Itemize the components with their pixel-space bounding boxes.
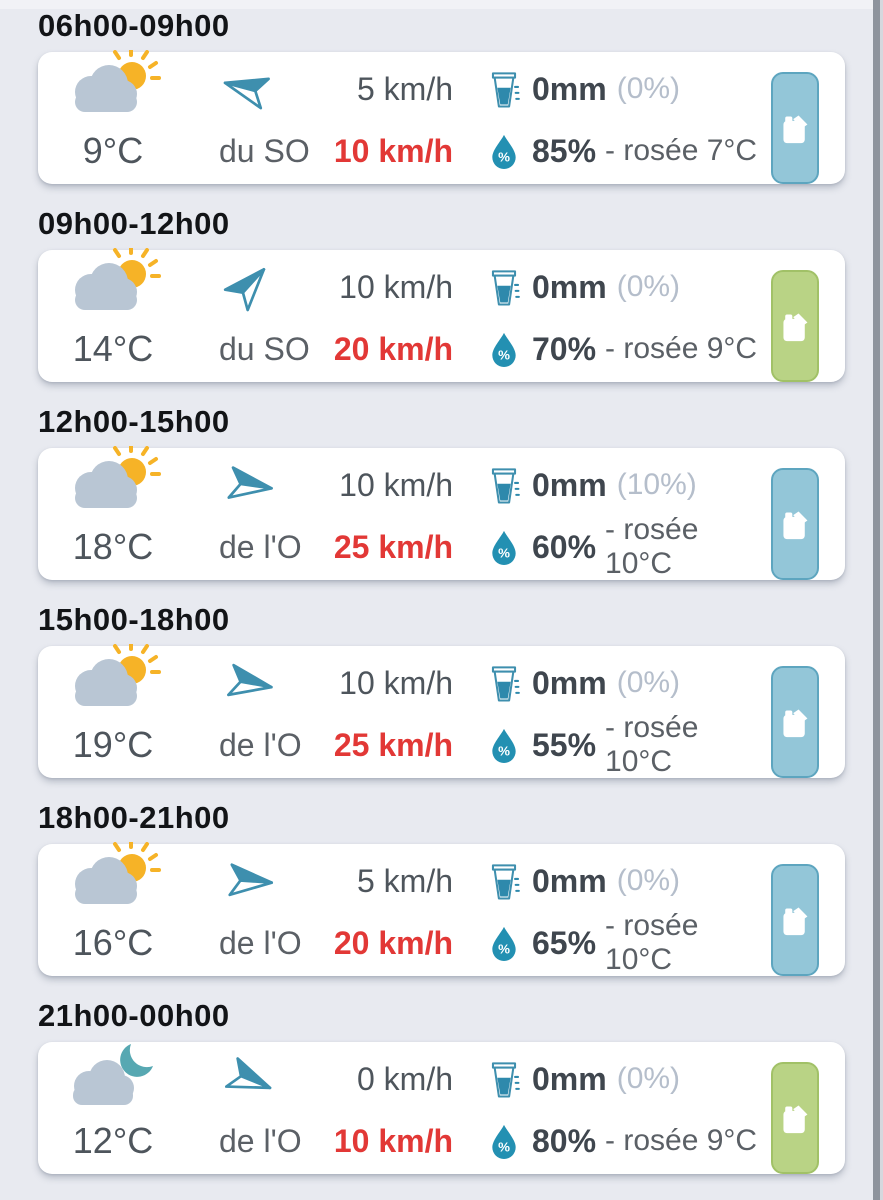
dew-point-label: - rosée 9°C xyxy=(605,1124,758,1157)
jerrycan-icon xyxy=(779,1100,811,1136)
watering-button-column xyxy=(771,646,819,778)
temperature-value: 18°C xyxy=(72,526,154,567)
precipitation-column xyxy=(478,52,771,184)
wind-gust-value: 10 km/h xyxy=(333,132,453,169)
rain-amount: 0mm xyxy=(532,862,607,899)
svg-text:%: % xyxy=(498,941,510,956)
wind-direction-arrow-icon xyxy=(218,455,279,516)
wind-direction-label: de l'O xyxy=(219,1122,302,1159)
humidity-value: 60% xyxy=(532,528,597,565)
precipitation-column xyxy=(478,250,771,382)
jerrycan-icon xyxy=(779,110,811,146)
watering-button-column xyxy=(771,52,819,184)
humidity-drop-icon xyxy=(489,529,519,566)
wind-direction-label: du SO xyxy=(219,132,310,169)
watering-button-column xyxy=(771,1042,819,1174)
humidity-value: 80% xyxy=(532,1122,597,1159)
rain-probability: (0%) xyxy=(616,864,681,897)
svg-text:%: % xyxy=(498,149,510,164)
forecast-section xyxy=(38,996,845,1174)
forecast-section xyxy=(38,798,845,976)
wind-direction-label: du SO xyxy=(219,330,310,367)
wind-column xyxy=(188,52,478,184)
rain-probability: (10%) xyxy=(616,468,697,501)
rain-amount: 0mm xyxy=(532,268,607,305)
rain-amount: 0mm xyxy=(532,466,607,503)
forecast-section xyxy=(38,600,845,778)
forecast-card[interactable] xyxy=(38,52,845,184)
svg-text:%: % xyxy=(498,743,510,758)
wind-gust-value: 25 km/h xyxy=(333,528,453,565)
time-range-header: 18h00-21h00 xyxy=(38,800,230,835)
temperature-column xyxy=(38,646,188,778)
wind-direction-label: de l'O xyxy=(219,528,302,565)
wind-speed: 5 km/h xyxy=(356,862,453,899)
wind-column xyxy=(188,1042,478,1174)
svg-text:%: % xyxy=(498,545,510,560)
dew-point-label: - rosée 7°C xyxy=(605,134,758,167)
wind-gust-value: 25 km/h xyxy=(333,726,453,763)
time-range-header: 21h00-00h00 xyxy=(38,998,230,1033)
temperature-value: 9°C xyxy=(82,130,144,171)
humidity-drop-icon xyxy=(489,1123,519,1160)
wind-direction-arrow-icon xyxy=(210,249,286,325)
jerrycan-icon xyxy=(779,506,811,542)
humidity-value: 70% xyxy=(532,330,597,367)
partly-cloudy-icon xyxy=(61,842,165,922)
wind-gust-value: 20 km/h xyxy=(333,330,453,367)
watering-button-column xyxy=(771,250,819,382)
forecast-section xyxy=(38,402,845,580)
wind-direction-label: de l'O xyxy=(219,924,302,961)
partly-cloudy-icon xyxy=(61,644,165,724)
precipitation-column xyxy=(478,1042,771,1174)
watering-button[interactable] xyxy=(771,468,819,580)
wind-speed: 10 km/h xyxy=(339,268,453,305)
forecast-card[interactable] xyxy=(38,250,845,382)
temperature-value: 12°C xyxy=(72,1120,154,1161)
watering-button[interactable] xyxy=(771,1062,819,1174)
wind-speed: 5 km/h xyxy=(356,70,453,107)
rain-probability: (0%) xyxy=(616,1062,681,1095)
wind-gust-value: 10 km/h xyxy=(333,1122,453,1159)
rain-probability: (0%) xyxy=(616,72,681,105)
jerrycan-icon xyxy=(779,704,811,740)
partly-cloudy-icon xyxy=(61,50,165,130)
humidity-drop-icon xyxy=(489,331,519,368)
wind-direction-arrow-icon xyxy=(219,852,277,910)
rain-gauge-icon xyxy=(487,663,521,704)
wind-gust-value: 20 km/h xyxy=(333,924,453,961)
night-cloud-icon xyxy=(61,1040,165,1120)
rain-gauge-icon xyxy=(487,1059,521,1100)
partly-cloudy-icon xyxy=(61,248,165,328)
temperature-column xyxy=(38,52,188,184)
rain-gauge-icon xyxy=(487,861,521,902)
forecast-list xyxy=(38,6,845,1194)
time-range-header: 06h00-09h00 xyxy=(38,8,230,43)
forecast-card[interactable] xyxy=(38,646,845,778)
wind-direction-arrow-icon xyxy=(217,652,280,715)
watering-button-column xyxy=(771,844,819,976)
wind-column xyxy=(188,250,478,382)
precipitation-column xyxy=(478,646,771,778)
temperature-column xyxy=(38,844,188,976)
forecast-card[interactable] xyxy=(38,1042,845,1174)
watering-button[interactable] xyxy=(771,666,819,778)
forecast-section xyxy=(38,204,845,382)
wind-column xyxy=(188,448,478,580)
dew-point-label: - rosée 10°C xyxy=(605,909,699,976)
wind-direction-arrow-icon xyxy=(213,1044,283,1114)
jerrycan-icon xyxy=(779,308,811,344)
dew-point-label: - rosée 10°C xyxy=(605,711,699,778)
humidity-value: 55% xyxy=(532,726,597,763)
rain-probability: (0%) xyxy=(616,270,681,303)
precipitation-column xyxy=(478,844,771,976)
watering-button[interactable] xyxy=(771,72,819,184)
rain-amount: 0mm xyxy=(532,70,607,107)
svg-text:%: % xyxy=(498,1139,510,1154)
watering-button-column xyxy=(771,448,819,580)
watering-button[interactable] xyxy=(771,270,819,382)
temperature-column xyxy=(38,250,188,382)
humidity-value: 85% xyxy=(532,132,597,169)
temperature-column xyxy=(38,448,188,580)
dew-point-label: - rosée 10°C xyxy=(605,513,699,580)
wind-column xyxy=(188,646,478,778)
dew-point-label: - rosée 9°C xyxy=(605,332,758,365)
forecast-section xyxy=(38,6,845,184)
temperature-value: 19°C xyxy=(72,724,154,765)
humidity-drop-icon xyxy=(489,133,519,170)
svg-text:%: % xyxy=(498,347,510,362)
wind-direction-arrow-icon xyxy=(215,56,281,122)
jerrycan-icon xyxy=(779,902,811,938)
humidity-drop-icon xyxy=(489,727,519,764)
rain-amount: 0mm xyxy=(532,1060,607,1097)
partly-cloudy-icon xyxy=(61,446,165,526)
rain-gauge-icon xyxy=(487,69,521,110)
wind-speed: 0 km/h xyxy=(356,1060,453,1097)
watering-button[interactable] xyxy=(771,864,819,976)
rain-gauge-icon xyxy=(487,267,521,308)
time-range-header: 09h00-12h00 xyxy=(38,206,230,241)
wind-column xyxy=(188,844,478,976)
temperature-value: 14°C xyxy=(72,328,154,369)
humidity-drop-icon xyxy=(489,925,519,962)
rain-amount: 0mm xyxy=(532,664,607,701)
time-range-header: 12h00-15h00 xyxy=(38,404,230,439)
time-range-header: 15h00-18h00 xyxy=(38,602,230,637)
temperature-column xyxy=(38,1042,188,1174)
wind-direction-label: de l'O xyxy=(219,726,302,763)
wind-speed: 10 km/h xyxy=(339,466,453,503)
rain-gauge-icon xyxy=(487,465,521,506)
precipitation-column xyxy=(478,448,771,580)
rain-probability: (0%) xyxy=(616,666,681,699)
humidity-value: 65% xyxy=(532,924,597,961)
forecast-card[interactable] xyxy=(38,844,845,976)
wind-speed: 10 km/h xyxy=(339,664,453,701)
forecast-card[interactable] xyxy=(38,448,845,580)
scrollbar-thumb[interactable] xyxy=(873,0,880,1200)
temperature-value: 16°C xyxy=(72,922,154,963)
